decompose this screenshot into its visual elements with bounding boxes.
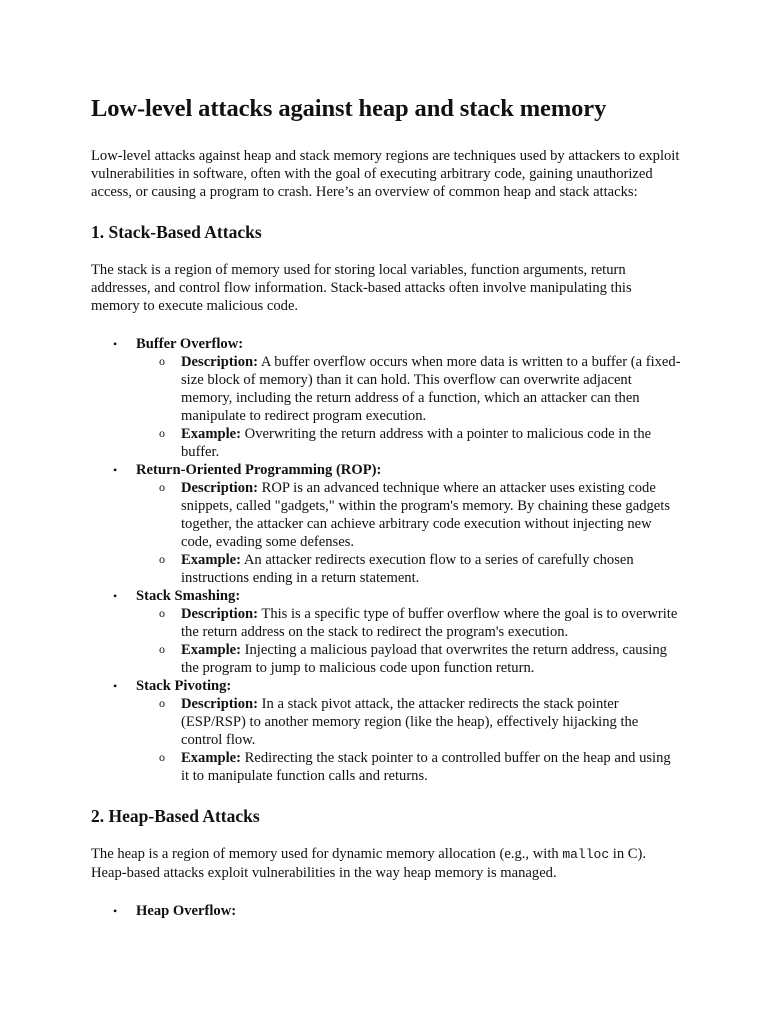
list-item-label: Stack Smashing: bbox=[136, 588, 241, 604]
list-item-label: Heap Overflow: bbox=[136, 903, 237, 919]
sub-item-label: Description: bbox=[181, 480, 259, 496]
sub-item-example bbox=[136, 749, 681, 785]
list-item-label: Stack Pivoting: bbox=[136, 678, 232, 694]
sub-item-text: ROP is an advanced technique where an attacker uses existing code snippets, called "gadgets," within the program's memory. By chaining these gadgets together, the attacker can achieve arbitrary code execution without injecting new code, evading some defenses. bbox=[181, 480, 671, 550]
sub-list bbox=[136, 605, 681, 677]
sub-item-label: Example: bbox=[181, 552, 241, 568]
bullet-icon: • bbox=[113, 904, 118, 918]
sub-item-example bbox=[136, 425, 681, 461]
heap-attacks-list bbox=[91, 902, 681, 920]
list-item-label: Return-Oriented Programming (ROP): bbox=[136, 462, 382, 478]
sub-list bbox=[136, 353, 681, 461]
circle-bullet-icon: o bbox=[159, 426, 165, 440]
sub-item-label: Example: bbox=[181, 750, 241, 766]
list-item-stack-pivoting bbox=[91, 677, 681, 785]
section-heading-heap: 2. Heap-Based Attacks bbox=[91, 806, 260, 826]
sub-item-text: A buffer overflow occurs when more data is written to a buffer (a fixed-size block of memory) than it can hold. This overflow can overwrite adjacent memory, including the return address of a function, which an attacker can then manipulate to redirect program execution. bbox=[181, 354, 681, 424]
bullet-icon: • bbox=[113, 589, 118, 603]
list-item-stack-smashing bbox=[91, 587, 681, 677]
paragraph-text: in C). Heap-based attacks exploit vulnerabilities in the way heap memory is managed. bbox=[91, 846, 647, 881]
list-item-label: Buffer Overflow: bbox=[136, 336, 244, 352]
bullet-icon: • bbox=[113, 463, 118, 477]
section-heading-stack: 1. Stack-Based Attacks bbox=[91, 222, 262, 242]
sub-item-text: An attacker redirects execution flow to a series of carefully chosen instructions ending in a return statement. bbox=[181, 552, 634, 586]
bullet-icon: • bbox=[113, 337, 118, 351]
sub-item-text: This is a specific type of buffer overflow where the goal is to overwrite the return address on the stack to redirect the program's execution. bbox=[181, 606, 678, 640]
sub-item-description bbox=[136, 353, 681, 425]
section-paragraph-stack: The stack is a region of memory used for storing local variables, function arguments, return addresses, and control flow information. Stack-based attacks often involve manipulating this memory to execute malicious code. bbox=[91, 262, 632, 314]
inline-code: malloc bbox=[562, 847, 610, 862]
sub-item-label: Example: bbox=[181, 426, 241, 442]
sub-item-text: In a stack pivot attack, the attacker redirects the stack pointer (ESP/RSP) to another memory region (like the heap), effectively hijacking the control flow. bbox=[181, 696, 639, 748]
sub-item-label: Example: bbox=[181, 642, 241, 658]
circle-bullet-icon: o bbox=[159, 696, 165, 710]
sub-item-label: Description: bbox=[181, 354, 259, 370]
list-item-buffer-overflow bbox=[91, 335, 681, 461]
sub-item-text: Redirecting the stack pointer to a controlled buffer on the heap and using it to manipulate function calls and returns. bbox=[181, 750, 671, 784]
circle-bullet-icon: o bbox=[159, 606, 165, 620]
sub-item-description bbox=[136, 695, 681, 749]
sub-item-example bbox=[136, 641, 681, 677]
sub-item-label: Description: bbox=[181, 696, 259, 712]
list-item-heap-overflow bbox=[91, 902, 681, 920]
circle-bullet-icon: o bbox=[159, 750, 165, 764]
page-title: Low-level attacks against heap and stack memory bbox=[91, 95, 607, 122]
circle-bullet-icon: o bbox=[159, 480, 165, 494]
section-paragraph-heap bbox=[91, 845, 681, 882]
list-item-rop bbox=[91, 461, 681, 587]
circle-bullet-icon: o bbox=[159, 354, 165, 368]
sub-list bbox=[136, 479, 681, 587]
circle-bullet-icon: o bbox=[159, 552, 165, 566]
sub-list bbox=[136, 695, 681, 785]
stack-attacks-list bbox=[91, 335, 681, 785]
sub-item-label: Description: bbox=[181, 606, 259, 622]
document-page bbox=[91, 93, 681, 940]
sub-item-text: Overwriting the return address with a pointer to malicious code in the buffer. bbox=[181, 426, 652, 460]
intro-paragraph: Low-level attacks against heap and stack memory regions are techniques used by attackers to exploit vulnerabilities in software, often with the goal of executing arbitrary code, gaining unauthorized access, or causing a program to crash. Here’s an overview of common heap and stack attacks: bbox=[91, 148, 680, 200]
paragraph-text: The heap is a region of memory used for dynamic memory allocation (e.g., with bbox=[91, 846, 563, 862]
sub-item-description bbox=[136, 605, 681, 641]
sub-item-description bbox=[136, 479, 681, 551]
sub-item-example bbox=[136, 551, 681, 587]
sub-item-text: Injecting a malicious payload that overwrites the return address, causing the program to jump to malicious code upon function return. bbox=[181, 642, 667, 676]
circle-bullet-icon: o bbox=[159, 642, 165, 656]
bullet-icon: • bbox=[113, 679, 118, 693]
